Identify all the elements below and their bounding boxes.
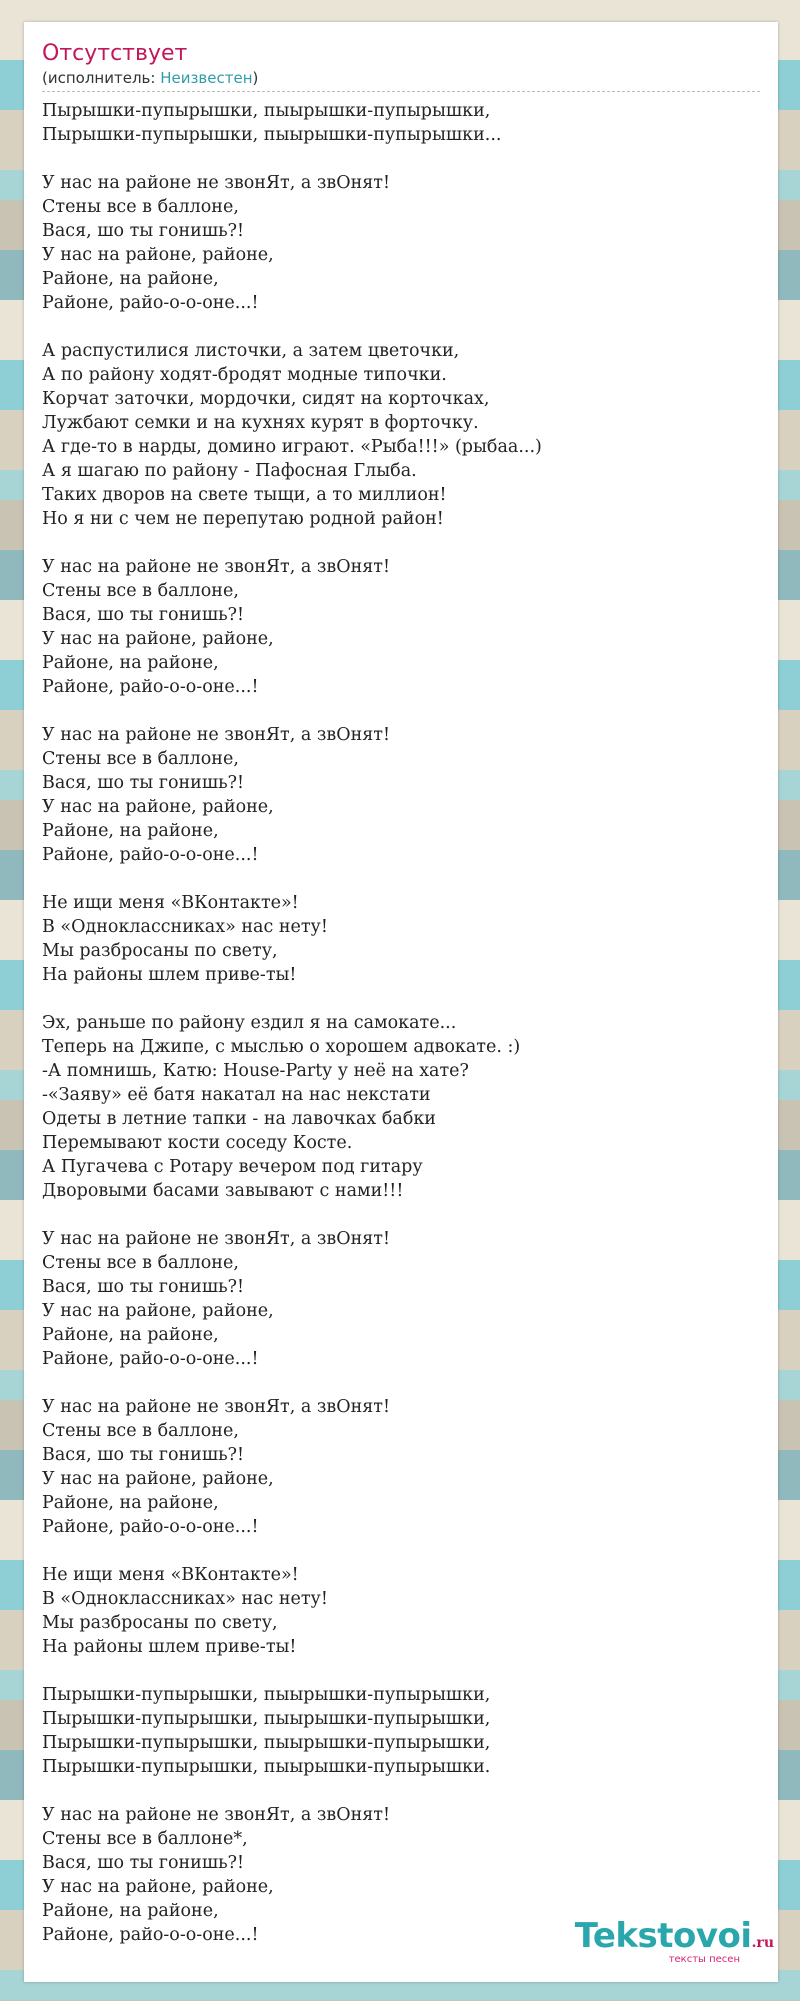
artist-prefix: (исполнитель: — [42, 69, 161, 87]
artist-suffix: ) — [252, 69, 259, 87]
logo-tagline: тексты песен — [668, 1954, 740, 1965]
song-header — [42, 40, 760, 92]
logo-wordmark: Tekstovoi — [574, 1916, 752, 1956]
lyrics-card — [24, 22, 778, 1982]
song-title: Отсутствует — [42, 41, 188, 66]
logo-tld: .ru — [751, 1935, 774, 1951]
artist-link[interactable]: Неизвестен — [160, 69, 253, 87]
lyrics-text: Пырышки-пупырышки, пыырышки-пупырышки, Пырышки-пупырышки, пыырышки-пупырышки... У нас на районе не звонЯт, а звОнят! Стены все в баллоне, Вася, шо ты гонишь?! У нас на районе, районе, Районе, на районе, Районе, райо-о-о-оне...! А распустилися листочки, а затем цветочки, А по району ходят-бродят модные типочки. Корчат заточки, мордочки, сидят на корточках, Лужбают семки и на кухнях курят в форточку. А где-то в нарды, домино играют. «Рыба!!!» (рыбаа...) А я шагаю по району - Пафосная Глыба. Таких дворов на свете тыщи, а то миллион! Но я ни с чем не перепутаю родной район! У нас на районе не звонЯт, а звОнят! Стены все в баллоне, Вася, шо ты гонишь?! У нас на районе, районе, Районе, на районе, Районе, райо-о-о-оне...! У нас на районе не звонЯт, а звОнят! Стены все в баллоне, Вася, шо ты гонишь?! У нас на районе, районе, Районе, на районе, Районе, райо-о-о-оне...! Не ищи меня «ВКонтакте»! В «Одноклассниках» нас нету! Мы разбросаны по свету, На районы шлем приве-ты! Эх, раньше по району ездил я на самокате... Теперь на Джипе, с мыслью о хорошем адвокате. :) -А помнишь, Катю: House-Party у неё на хате? -«Заяву» её батя накатал на нас некстати Одеты в летние тапки - на лавочках бабки Перемывают кости соседу Косте. А Пугачева с Ротару вечером под гитару Дворовыми басами завывают с нами!!! У нас на районе не звонЯт, а звОнят! Стены все в баллоне, Вася, шо ты гонишь?! У нас на районе, районе, Районе, на районе, Районе, райо-о-о-оне...! У нас на районе не звонЯт, а звОнят! Стены все в баллоне, Вася, шо ты гонишь?! У нас на районе, районе, Районе, на районе, Районе, райо-о-о-оне...! Не ищи меня «ВКонтакте»! В «Одноклассниках» нас нету! Мы разбросаны по свету, На районы шлем приве-ты! Пырышки-пупырышки, пыырышки-пупырышки, Пырышки-пупырышки, пыырышки-пупырышки, Пырышки-пупырышки, пыырышки-пупырышки, Пырышки-пупырышки, пыырышки-пупырышки. У нас на районе не звонЯт, а звОнят! Стены все в баллоне*, Вася, шо ты гонишь?! У нас на районе, районе, Районе, на районе, Районе, райо-о-о-оне...! — [42, 101, 542, 1945]
site-logo[interactable] — [575, 1918, 774, 1966]
artist-line — [42, 68, 760, 88]
